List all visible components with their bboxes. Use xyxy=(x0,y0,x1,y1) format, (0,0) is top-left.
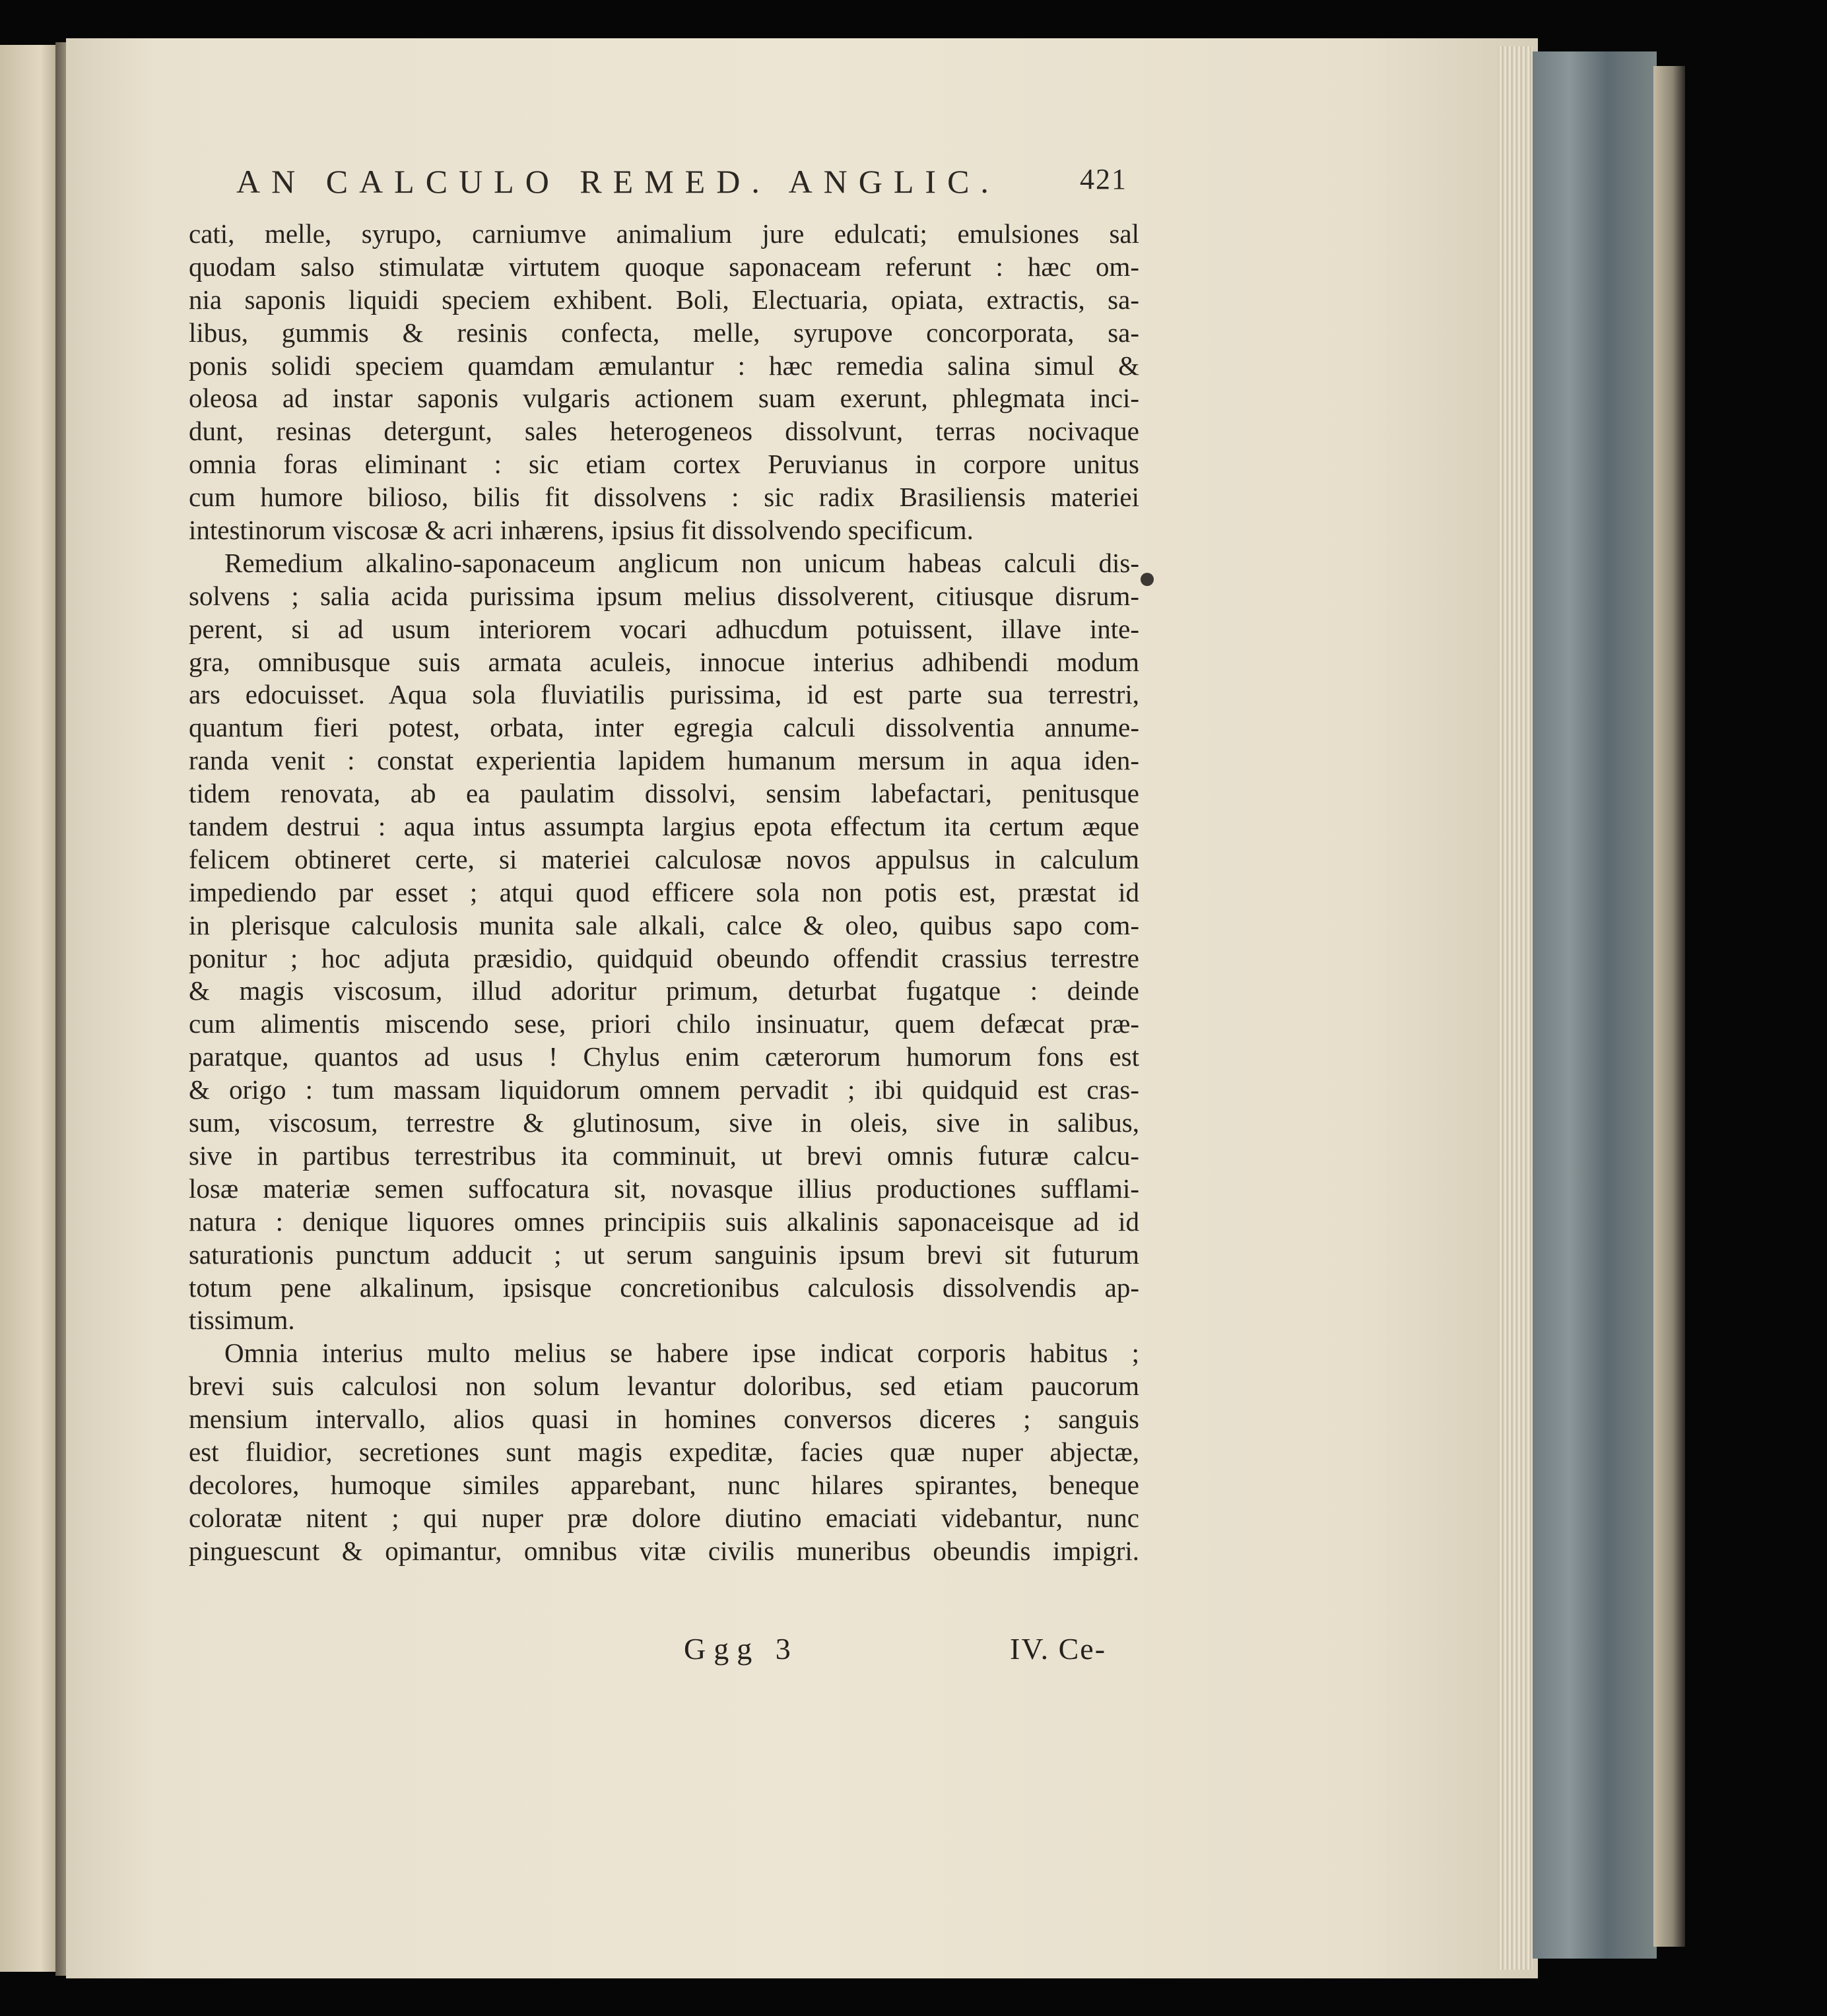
text-line: impediendo par esset ; atqui quod efficere sola non potis est, præstat id xyxy=(189,876,1139,907)
text-line: tandem destrui : aqua intus assumpta largius epota effectum ita certum æque xyxy=(189,811,1139,842)
text-line: losæ materiæ semen suffocatura sit, novasque illius productiones sufflami- xyxy=(189,1173,1139,1204)
text-line: in plerisque calculosis munita sale alkali, calce & oleo, quibus sapo com- xyxy=(189,909,1139,940)
text-line: coloratæ nitent ; qui nuper præ dolore diutino emaciati videbantur, nunc xyxy=(189,1502,1139,1533)
text-line: ponitur ; hoc adjuta præsidio, quidquid obeundo offendit crassius terrestre xyxy=(189,942,1139,973)
page-stack-edge xyxy=(1498,46,1533,1970)
body-text xyxy=(189,218,1139,1568)
text-line: felicem obtineret certe, si materiei calculosæ novos appulsus in calculum xyxy=(189,843,1139,874)
text-line: sive in partibus terrestribus ita comminuit, ut brevi omnis futuræ calcu- xyxy=(189,1140,1139,1171)
text-line: ponis solidi speciem quamdam æmulantur : hæc remedia salina simul & xyxy=(189,350,1139,381)
paragraph-start-line: Omnia interius multo melius se habere ipse indicat corporis habitus ; xyxy=(224,1338,1139,1369)
text-line: oleosa ad instar saponis vulgaris actionem suam exerunt, phlegmata inci- xyxy=(189,383,1139,414)
text-line: tissimum. xyxy=(189,1305,295,1336)
text-line: omnia foras eliminant : sic etiam cortex Peruvianus in corpore unitus xyxy=(189,449,1139,480)
text-line: paratque, quantos ad usus ! Chylus enim cæterorum humorum fons est xyxy=(189,1041,1139,1072)
text-line: cati, melle, syrupo, carniumve animalium jure edulcati; emulsiones sal xyxy=(189,218,1139,249)
book-cover-edge xyxy=(1653,66,1685,1947)
text-line: tidem renovata, ab ea paulatim dissolvi, sensim labefactari, penitusque xyxy=(189,778,1139,809)
text-line: decolores, humoque similes apparebant, nunc hilares spirantes, beneque xyxy=(189,1469,1139,1500)
text-line: sum, viscosum, terrestre & glutinosum, sive in oleis, sive in salibus, xyxy=(189,1107,1139,1138)
page-number: 421 xyxy=(1080,163,1127,195)
text-line: & magis viscosum, illud adoritur primum, deturbat fugatque : deinde xyxy=(189,975,1139,1006)
text-line: solvens ; salia acida purissima ipsum melius dissolverent, citiusque disrum- xyxy=(189,580,1139,611)
catchword: IV. Ce- xyxy=(1010,1632,1107,1666)
text-line: natura : denique liquores omnes principiis suis alkalinis saponaceisque ad id xyxy=(189,1206,1139,1237)
text-line: dunt, resinas detergunt, sales heterogeneos dissolvunt, terras nocivaque xyxy=(189,416,1139,447)
text-line: quodam salso stimulatæ virtutem quoque saponaceam referunt : hæc om- xyxy=(189,251,1139,282)
text-line: quantum fieri potest, orbata, inter egregia calculi dissolventia annume- xyxy=(189,712,1139,743)
text-line: brevi suis calculosi non solum levantur doloribus, sed etiam paucorum xyxy=(189,1371,1139,1402)
text-line: randa venit : constat experientia lapidem humanum mersum in aqua iden- xyxy=(189,745,1139,776)
text-line: libus, gummis & resinis confecta, melle, syrupove concorporata, sa- xyxy=(189,317,1139,348)
book-fore-edge xyxy=(1533,51,1657,1959)
facing-page-edge xyxy=(0,45,58,1972)
text-line: ars edocuisset. Aqua sola fluviatilis purissima, id est parte sua terrestri, xyxy=(189,679,1139,710)
text-line: cum humore bilioso, bilis fit dissolvens : sic radix Brasiliensis materiei xyxy=(189,482,1139,513)
text-line: est fluidior, secretiones sunt magis expeditæ, facies quæ nuper abjectæ, xyxy=(189,1436,1139,1467)
ink-spot xyxy=(1141,573,1154,586)
text-line: perent, si ad usum interiorem vocari adhucdum potuissent, illave inte- xyxy=(189,613,1139,644)
text-line: cum alimentis miscendo sese, priori chilo insinuatur, quem defæcat præ- xyxy=(189,1008,1139,1039)
running-title: AN CALCULO REMED. ANGLIC. xyxy=(236,163,1000,200)
paragraph-start-line: Remedium alkalino-saponaceum anglicum non unicum habeas calculi dis- xyxy=(224,547,1139,578)
text-line: gra, omnibusque suis armata aculeis, innocue interius adhibendi modum xyxy=(189,646,1139,677)
text-line: & origo : tum massam liquidorum omnem pervadit ; ibi quidquid est cras- xyxy=(189,1074,1139,1105)
text-line: pinguescunt & opimantur, omnibus vitæ civilis muneribus obeundis impigri. xyxy=(189,1535,1139,1566)
text-line: nia saponis liquidi speciem exhibent. Boli, Electuaria, opiata, extractis, sa- xyxy=(189,284,1139,315)
text-line: intestinorum viscosæ & acri inhærens, ipsius fit dissolvendo specificum. xyxy=(189,515,974,546)
text-line: mensium intervallo, alios quasi in homines conversos diceres ; sanguis xyxy=(189,1404,1139,1435)
text-line: totum pene alkalinum, ipsisque concretionibus calculosis dissolvendis ap- xyxy=(189,1272,1139,1303)
signature-mark: Ggg 3 xyxy=(684,1632,799,1666)
text-line: saturationis punctum adducit ; ut serum sanguinis ipsum brevi sit futurum xyxy=(189,1239,1139,1270)
